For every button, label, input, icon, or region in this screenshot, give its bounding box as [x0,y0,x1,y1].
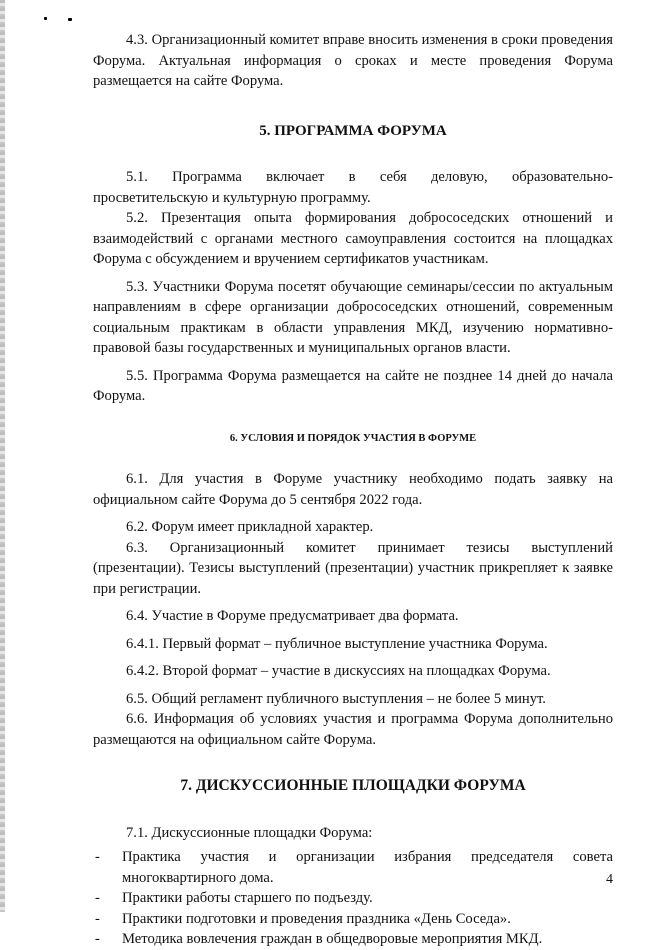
list-item [93,929,613,950]
scan-speck [68,18,72,21]
paragraph-6-2: 6.2. Форум имеет прикладной характер. [126,519,374,535]
paragraph-5-3: 5.3. Участники Форума посетят обучающие семинары/сессии по актуальным направлениям в сфере организации добрососедских отношений, современным социальным практикам в области управления МКД, изучению нормативно-правовой базы государственных и муниципальных органов власти. [93,278,613,356]
scan-edge [0,0,5,912]
paragraph-6-4-2: 6.4.2. Второй формат – участие в дискуссиях на площадках Форума. [126,663,551,679]
list-dash: - [95,931,100,947]
list-item-text: Методика вовлечения граждан в общедворовые мероприятия МКД. [122,931,543,947]
list-item-text: Практики подготовки и проведения праздника «День Соседа». [122,910,511,927]
list-item [93,888,613,909]
list-dash: - [95,910,100,927]
discussion-platforms-list [93,847,613,950]
section-5-heading: 5. ПРОГРАММА ФОРУМА [259,122,447,139]
list-item [93,847,613,888]
paragraph-5-1-line2: просветительскую и культурную программу. [93,189,371,206]
paragraph-5-1-line1: 5.1. Программа включает в себя деловую, образовательно- [126,169,613,185]
section-6-heading: 6. УСЛОВИЯ И ПОРЯДОК УЧАСТИЯ В ФОРУМЕ [229,432,477,444]
document-body [93,30,613,950]
list-item-text: Практики работы старшего по подъезду. [122,890,373,906]
page-number: 4 [606,872,613,887]
paragraph-6-3: 6.3. Организационный комитет принимает тезисы выступлений (презентации). Тезисы выступлений (презентации) участник прикрепляет к заявке при регистрации. [93,539,613,597]
scan-speck [44,17,47,20]
paragraph-4-3: 4.3. Организационный комитет вправе вносить изменения в сроки проведения Форума. Актуальная информация о сроках и месте проведения Форума размещается на сайте Форума. [93,32,613,89]
paragraph-6-4: 6.4. Участие в Форуме предусматривает два формата. [126,608,459,624]
list-item-text: Практика участия и организации избрания председателя совета многоквартирного дома. [122,849,613,886]
paragraph-5-2: 5.2. Презентация опыта формирования добрососедских отношений и взаимодействий с органами местного самоуправления состоится на площадках Форума с обсуждением и вручением сертификатов участникам. [93,210,613,267]
paragraph-7-1: 7.1. Дискуссионные площадки Форума: [126,824,373,841]
paragraph-5-5: 5.5. Программа Форума размещается на сайте не позднее 14 дней до начала Форума. [93,367,613,404]
paragraph-6-5: 6.5. Общий регламент публичного выступления – не более 5 минут. [126,690,546,707]
section-7-heading: 7. ДИСКУССИОННЫЕ ПЛОЩАДКИ ФОРУМА [180,777,526,794]
list-dash: - [95,890,100,906]
paragraph-6-1: 6.1. Для участия в Форуме участнику необходимо подать заявку на официальном сайте Форума до 5 сентября 2022 года. [93,471,613,508]
list-dash: - [95,849,100,865]
paragraph-6-4-1: 6.4.1. Первый формат – публичное выступление участника Форума. [126,635,548,652]
paragraph-6-6: 6.6. Информация об условиях участия и программа Форума дополнительно размещаются на официальном сайте Форума. [93,711,613,748]
